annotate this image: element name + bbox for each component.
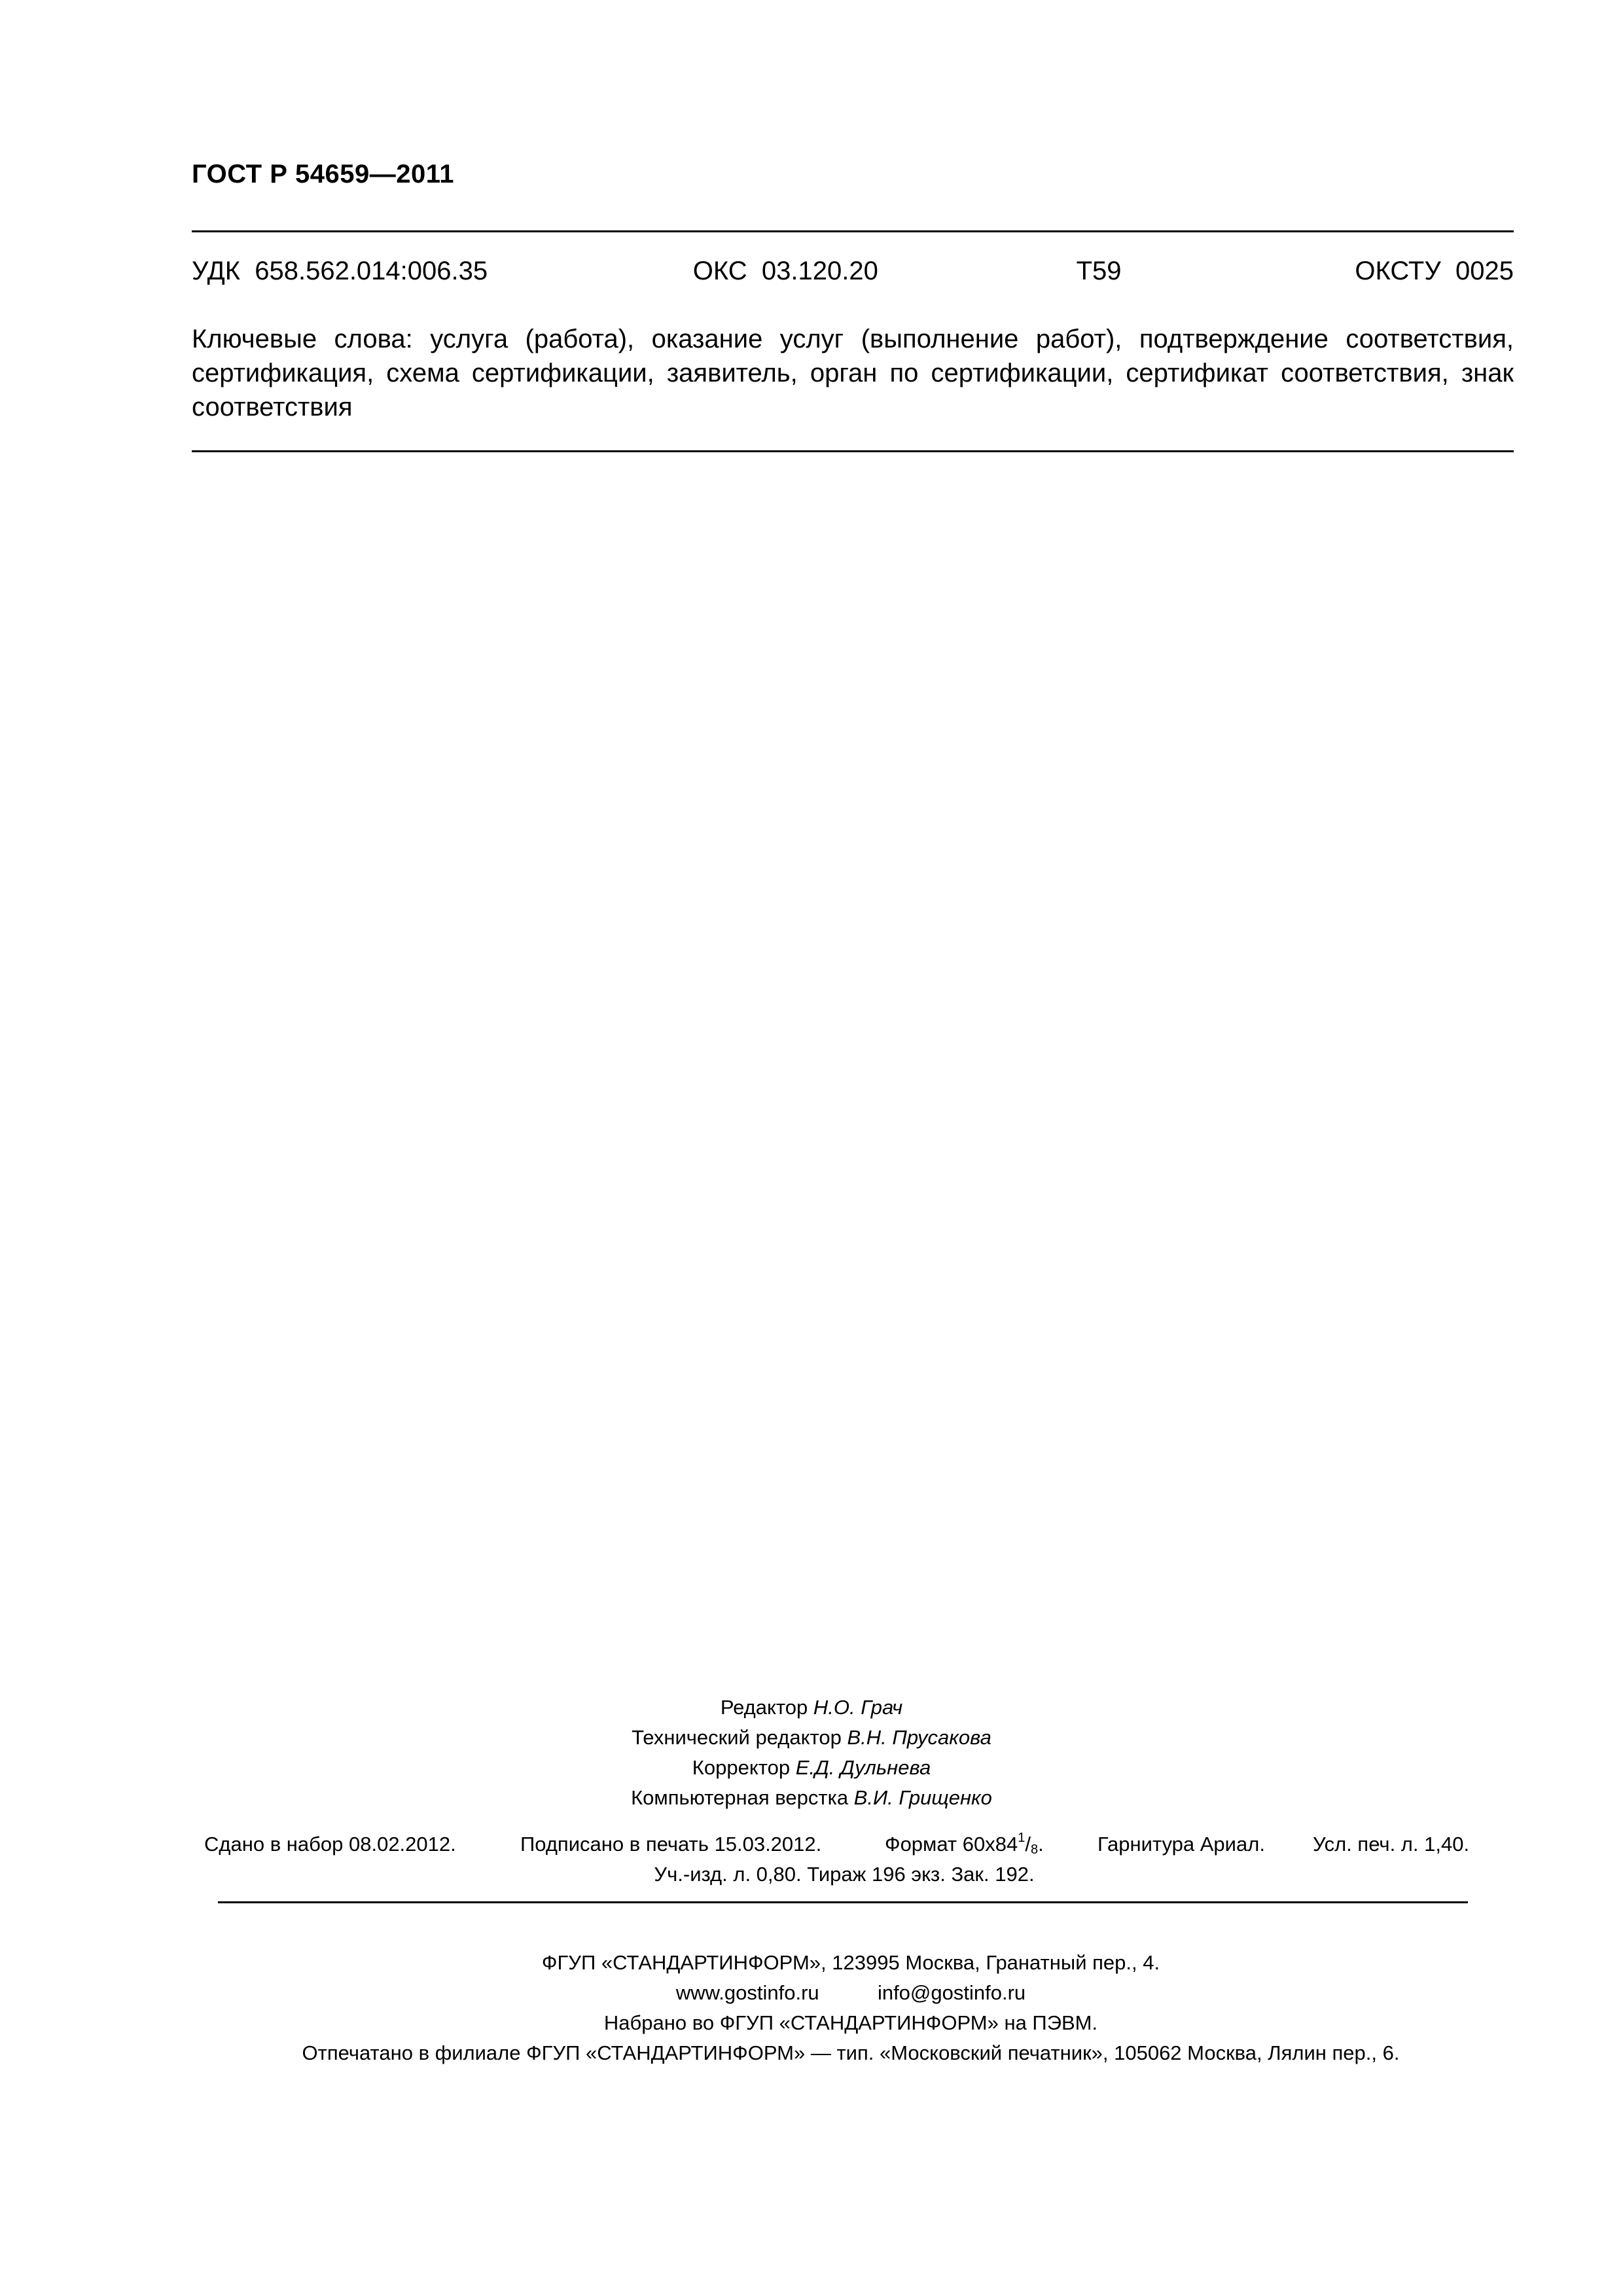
credit-tech-editor [0,1723,1623,1753]
keywords-divider [192,450,1514,452]
editor-role: Редактор [720,1696,813,1719]
imprint-email: info@gostinfo.ru [877,1981,1026,2004]
format-sub: 8 [1030,1842,1039,1857]
format-prefix: Формат 60х84 [885,1833,1018,1856]
tech-editor-role: Технический редактор [632,1726,847,1749]
format-slash: / [1025,1833,1031,1856]
layout-role: Компьютерная верстка [631,1786,854,1809]
format-suffix: . [1038,1833,1044,1856]
t-code: Т59 [1076,257,1122,285]
imprint-typeset: Набрано во ФГУП «СТАНДАРТИНФОРМ» на ПЭВМ. [603,2011,1098,2034]
pub-printed-sheets: Усл. печ. л. 1,40. [1313,1833,1470,1856]
format-sup: 1 [1018,1831,1026,1845]
top-divider [192,230,1514,232]
credits-block [0,1693,1623,1813]
imprint-block [0,1948,1623,2068]
tech-editor-name: В.Н. Прусакова [847,1726,991,1749]
credit-layout [0,1783,1623,1813]
pub-format [885,1833,1044,1856]
imprint-website: www.gostinfo.ru [675,1981,819,2004]
oks-code: ОКС 03.120.20 [692,257,878,285]
classification-row [192,257,1514,286]
layout-name: В.И. Грищенко [853,1786,992,1809]
imprint-printed: Отпечатано в филиале ФГУП «СТАНДАРТИНФОРМ» — тип. «Московский печатник», 105062 Москва, Лялин пер., 6. [302,2041,1400,2064]
corrector-name: Е.Д. Дульнева [795,1756,931,1779]
imprint-address: ФГУП «СТАНДАРТИНФОРМ», 123995 Москва, Гранатный пер., 4. [541,1951,1160,1974]
editor-name: Н.О. Грач [813,1696,903,1719]
imprint-contacts [0,1978,1623,2008]
credit-corrector [0,1753,1623,1783]
corrector-role: Корректор [692,1756,796,1779]
imprint-divider [218,1901,1468,1903]
pub-second-line: Уч.-изд. л. 0,80. Тираж 196 экз. Зак. 192. [654,1863,1035,1886]
keywords-paragraph: Ключевые слова: услуга (работа), оказание услуг (выполнение работ), подтверждение соответствия, сертификация, схема сертификации, заявитель, орган по сертификации, сертификат соответствия, знак соответствия [192,325,1514,422]
document-header: ГОСТ Р 54659—2011 [192,160,454,188]
udk-code: УДК 658.562.014:006.35 [192,257,488,285]
credit-editor [0,1693,1623,1723]
pub-signed: Подписано в печать 15.03.2012. [520,1833,822,1856]
pub-submitted: Сдано в набор 08.02.2012. [204,1833,456,1856]
pub-typeface: Гарнитура Ариал. [1097,1833,1265,1856]
okstu-code: ОКСТУ 0025 [1355,257,1514,285]
